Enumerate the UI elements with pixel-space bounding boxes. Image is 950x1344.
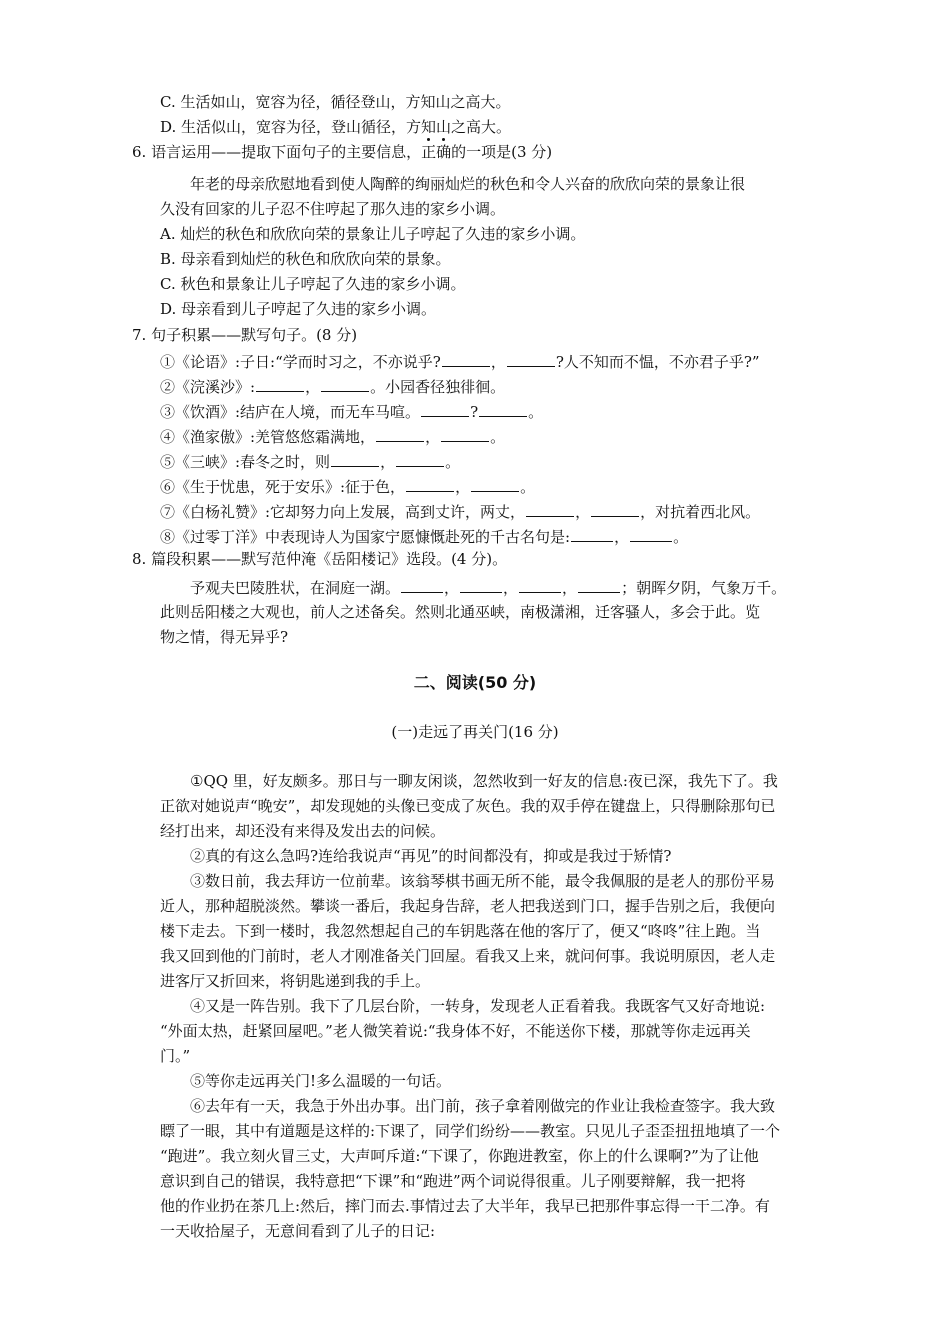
answer-blank[interactable] bbox=[571, 525, 613, 542]
answer-blank[interactable] bbox=[401, 576, 443, 593]
q7-item-4-tail: 。 bbox=[490, 428, 506, 446]
passage-p6-line-6: 一天收拾屋子，无意间看到了儿子的日记: bbox=[160, 1222, 436, 1240]
q7-item-2 bbox=[160, 375, 505, 397]
q7-item-7 bbox=[160, 500, 760, 522]
answer-blank[interactable] bbox=[441, 425, 489, 442]
q7-item-1-tail: ?人不知而不愠，不亦君子乎?” bbox=[555, 353, 760, 371]
q6-option-a: A. 灿烂的秋色和欣欣向荣的景象让儿子哼起了久违的家乡小调。 bbox=[160, 225, 586, 243]
section-title: 二、阅读(50 分) bbox=[413, 673, 537, 692]
passage-p3-line-1: ③数日前，我去拜访一位前辈。该翁琴棋书画无所不能，最令我佩服的是老人的那份平易 bbox=[190, 872, 776, 890]
q7-item-6-sep: ， bbox=[455, 478, 471, 496]
answer-blank[interactable] bbox=[471, 475, 519, 492]
passage-p3-line-5: 进客厅又折回来，将钥匙递到我的手上。 bbox=[160, 972, 431, 990]
passage-title: (一)走远了再关门(16 分) bbox=[391, 723, 559, 741]
answer-blank[interactable] bbox=[519, 576, 561, 593]
q7-item-5-tail: 。 bbox=[445, 453, 461, 471]
q7-item-8-text: ⑧《过零丁洋》中表现诗人为国家宁愿慷慨赴死的千古名句是: bbox=[160, 528, 571, 546]
q7-item-4-text: ④《渔家傲》:羌管悠悠霜满地， bbox=[160, 428, 376, 446]
q8-line-1 bbox=[190, 576, 786, 598]
q7-item-2-text: ②《浣溪沙》: bbox=[160, 378, 256, 396]
passage-p4-line-2: “外面太热，赶紧回屋吧。”老人微笑着说:“我身体不好，不能送你下楼，那就等你走远再关 bbox=[160, 1022, 751, 1040]
answer-blank[interactable] bbox=[421, 400, 469, 417]
q6-sentence-line-2: 久没有回家的儿子忍不住哼起了那久违的家乡小调。 bbox=[160, 200, 506, 218]
q7-item-6-text: ⑥《生于忧患，死于安乐》:征于色， bbox=[160, 478, 406, 496]
passage-p1-line-3: 经打出来，却还没有来得及发出去的问候。 bbox=[160, 822, 446, 840]
q7-item-8-tail: 。 bbox=[673, 528, 689, 546]
q8-line-1-sep-1: ， bbox=[444, 579, 460, 597]
answer-blank[interactable] bbox=[630, 525, 672, 542]
q6-stem-emphasis-1: 正 bbox=[421, 143, 437, 161]
answer-blank[interactable] bbox=[406, 475, 454, 492]
q7-item-1-text: ①《论语》:子日:“学而时习之，不亦说乎? bbox=[160, 353, 441, 371]
q5-option-d: D. 生活似山，宽容为径，登山循径，方知山之高大。 bbox=[160, 118, 512, 136]
passage-p1-line-1: ①QQ 里，好友颇多。那日与一聊友闲谈，忽然收到一好友的信息:夜已深，我先下了。我 bbox=[190, 772, 778, 790]
q6-stem bbox=[132, 142, 552, 164]
answer-blank[interactable] bbox=[376, 425, 424, 442]
passage-p3-line-3: 楼下走去。下到一楼时，我忽然想起自己的车钥匙落在他的客厅了，便又“咚咚”往上跑。当 bbox=[160, 922, 761, 940]
q7-item-4-sep: ， bbox=[425, 428, 441, 446]
answer-blank[interactable] bbox=[460, 576, 502, 593]
q7-item-6 bbox=[160, 475, 535, 497]
q7-item-1-sep: ， bbox=[490, 353, 506, 371]
passage-p1-line-2: 正欲对她说声“晚安”，却发现她的头像已变成了灰色。我的双手停在键盘上，只得删除那句已 bbox=[160, 797, 776, 815]
answer-blank[interactable] bbox=[331, 450, 379, 467]
q8-line-3: 物之情，得无异乎? bbox=[160, 628, 289, 646]
passage-p6-line-4: 意识到自己的错误，我特意把“下课”和“跑进”两个词说得很重。儿子刚要辩解，我一把将 bbox=[160, 1172, 746, 1190]
answer-blank[interactable] bbox=[396, 450, 444, 467]
q8-line-2: 此则岳阳楼之大观也，前人之述备矣。然则北通巫峡，南极潇湘，迁客骚人，多会于此。览 bbox=[160, 603, 761, 621]
q6-sentence-line-1: 年老的母亲欣慰地看到使人陶醉的绚丽灿烂的秋色和令人兴奋的欣欣向荣的景象让很 bbox=[190, 175, 746, 193]
q6-stem-emphasis-2: 确 bbox=[436, 143, 452, 161]
answer-blank[interactable] bbox=[578, 576, 620, 593]
q7-item-3-sep: ? bbox=[470, 403, 479, 421]
q7-stem: 7. 句子积累——默写句子。(8 分) bbox=[132, 326, 358, 344]
answer-blank[interactable] bbox=[321, 375, 369, 392]
answer-blank[interactable] bbox=[526, 500, 574, 517]
passage-p2-line-1: ②真的有这么急吗?连给我说声“再见”的时间都没有，抑或是我过于矫情? bbox=[190, 847, 672, 865]
passage-p4-line-1: ④又是一阵告别。我下了几层台阶，一转身，发现老人正看着我。我既客气又好奇地说: bbox=[190, 997, 766, 1015]
answer-blank[interactable] bbox=[442, 350, 490, 367]
answer-blank[interactable] bbox=[479, 400, 527, 417]
passage-p6-line-1: ⑥去年有一天，我急于外出办事。出门前，孩子拿着刚做完的作业让我检查签字。我大致 bbox=[190, 1097, 776, 1115]
q7-item-7-text: ⑦《白杨礼赞》:它却努力向上发展，高到丈许，两丈， bbox=[160, 503, 526, 521]
q7-item-4 bbox=[160, 425, 505, 447]
answer-blank[interactable] bbox=[507, 350, 555, 367]
q8-line-1-text: 予观夫巴陵胜状，在洞庭一湖。 bbox=[190, 579, 401, 597]
q7-item-2-tail: 。小园香径独徘徊。 bbox=[370, 378, 506, 396]
q7-item-8 bbox=[160, 525, 688, 547]
q7-item-3-tail: 。 bbox=[528, 403, 544, 421]
passage-p5-line-1: ⑤等你走远再关门!多么温暖的一句话。 bbox=[190, 1072, 452, 1090]
q5-option-c: C. 生活如山，宽容为径，循径登山，方知山之高大。 bbox=[160, 93, 511, 111]
q8-line-1-tail: ；朝晖夕阴，气象万千。 bbox=[621, 579, 787, 597]
q7-item-5-text: ⑤《三峡》:春冬之时，则 bbox=[160, 453, 331, 471]
q8-stem: 8. 篇段积累——默写范仲淹《岳阳楼记》选段。(4 分)。 bbox=[132, 550, 508, 568]
passage-p6-line-3: “跑进”。我立刻火冒三丈，大声呵斥道:“下课了，你跑进教室，你上的什么课啊?”为了让他 bbox=[160, 1147, 759, 1165]
q6-stem-text: 6. 语言运用——提取下面句子的主要信息， bbox=[132, 143, 422, 161]
passage-p3-line-4: 我又回到他的门前时，老人才刚准备关门回屋。看我又上来，就问何事。我说明原因，老人走 bbox=[160, 947, 776, 965]
answer-blank[interactable] bbox=[256, 375, 304, 392]
q6-stem-score: 的一项是(3 分) bbox=[451, 143, 553, 161]
q7-item-7-sep: ， bbox=[575, 503, 591, 521]
q7-item-2-sep: ， bbox=[305, 378, 321, 396]
q7-item-5-sep: ， bbox=[380, 453, 396, 471]
passage-p6-line-2: 瞟了一眼，其中有道题是这样的:下课了，同学们纷纷——教室。只见儿子歪歪扭扭地填了一个 bbox=[160, 1122, 781, 1140]
q7-item-5 bbox=[160, 450, 460, 472]
answer-blank[interactable] bbox=[591, 500, 639, 517]
q7-item-7-tail: ，对抗着西北风。 bbox=[640, 503, 761, 521]
q6-option-d: D. 母亲看到儿子哼起了久违的家乡小调。 bbox=[160, 300, 437, 318]
q7-item-1 bbox=[160, 350, 760, 372]
q8-line-1-sep-3: ， bbox=[562, 579, 578, 597]
q6-option-c: C. 秋色和景象让儿子哼起了久违的家乡小调。 bbox=[160, 275, 466, 293]
q7-item-3-text: ③《饮酒》:结庐在人境，而无车马喧。 bbox=[160, 403, 421, 421]
q8-line-1-sep-2: ， bbox=[503, 579, 519, 597]
passage-p6-line-5: 他的作业扔在茶几上:然后，摔门而去.事情过去了大半年，我早已把那件事忘得一干二净。有 bbox=[160, 1197, 770, 1215]
passage-p3-line-2: 近人，那种超脱淡然。攀谈一番后，我起身告辞，老人把我送到门口，握手告别之后，我便向 bbox=[160, 897, 776, 915]
q7-item-8-sep: ， bbox=[614, 528, 630, 546]
q7-item-3 bbox=[160, 400, 543, 422]
passage-p4-line-3: 门。” bbox=[160, 1047, 191, 1065]
q7-item-6-tail: 。 bbox=[520, 478, 536, 496]
q6-option-b: B. 母亲看到灿烂的秋色和欣欣向荣的景象。 bbox=[160, 250, 451, 268]
